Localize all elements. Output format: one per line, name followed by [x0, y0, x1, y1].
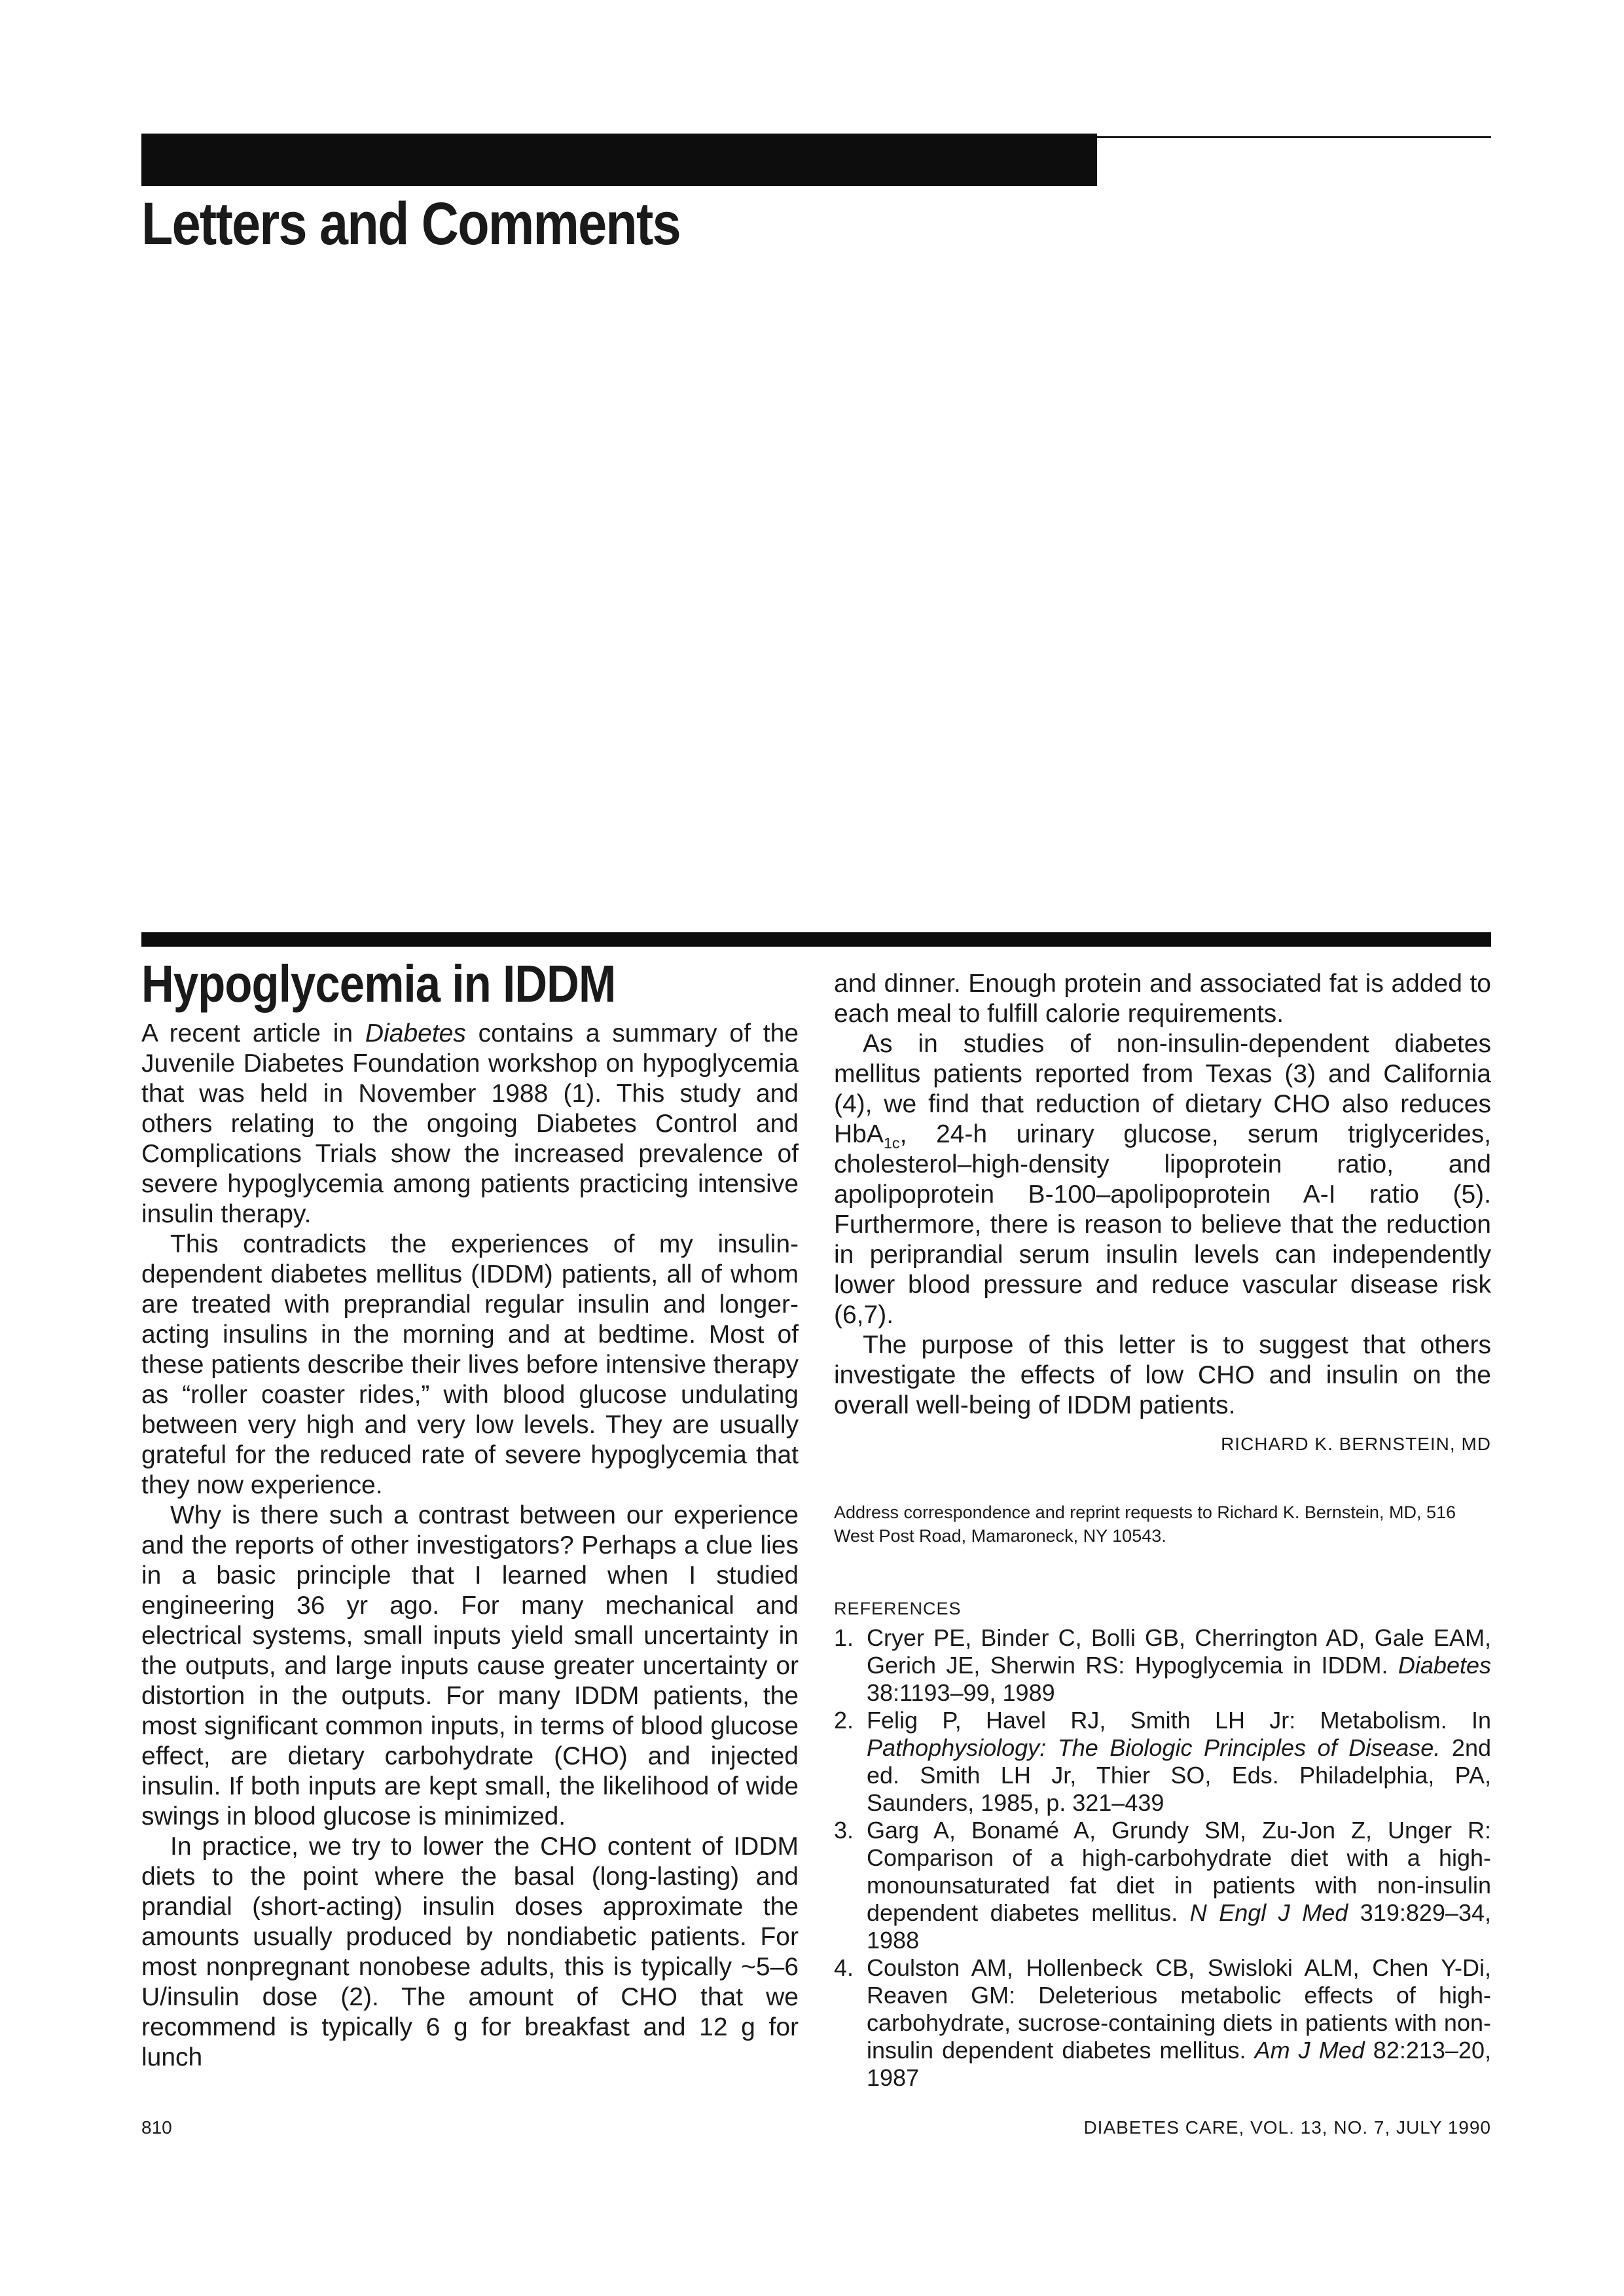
body-paragraph: This contradicts the experiences of my insulin-dependent diabetes mellitus (IDDM) patients, all of whom are treated with preprandial regular insulin and longer-acting insulins in the morning and at bedtime. Most of these patients describe their lives before intensive therapy as “roller coaster rides,” with blood glucose undulating between very high and very low levels. They are usually grateful for the reduced rate of severe hypoglycemia that they now experience.: [141, 1230, 799, 1500]
page-number: 810: [141, 2117, 172, 2138]
reference-number: 3.: [834, 1817, 854, 1844]
article-divider-bar: [141, 932, 1491, 947]
italic-text: N Engl J Med: [1189, 1899, 1348, 1926]
references-heading: REFERENCES: [834, 1599, 962, 1618]
reference-text: Garg A, Bonamé A, Grundy SM, Zu-Jon Z, Unger R: Comparison of a high-carbohydrate diet with a high-monounsaturated fat diet in patients with non-insulin dependent diabetes mellitus. N Engl J Med 319:829–34, 1988: [867, 1817, 1491, 1954]
body-paragraph: As in studies of non-insulin-dependent diabetes mellitus patients reported from Texas (3) and California (4), we find that reduction of dietary CHO also reduces HbA$_{1c}$, 24-h urinary glucose, serum triglycerides, cholesterol–high-density lipoprotein ratio, and apolipoprotein B-100–apolipoprotein A-I ratio (5). Furthermore, there is reason to believe that the reduction in periprandial serum insulin levels can independently lower blood pressure and reduce vascular disease risk (6,7).: [834, 1030, 1491, 1329]
right-column: [834, 969, 1491, 2092]
header-rule: [1097, 136, 1491, 138]
body-paragraph: A recent article in Diabetes contains a summary of the Juvenile Diabetes Foundation workshop on hypoglycemia that was held in November 1988 (1). This study and others relating to the ongoing Diabetes Control and Complications Trials show the increased prevalence of severe hypoglycemia among patients practicing intensive insulin therapy.: [141, 1019, 799, 1229]
left-body-text: [141, 1019, 799, 2073]
left-column: [141, 953, 799, 2073]
reference-item: [834, 1624, 1491, 1707]
reference-text: Cryer PE, Binder C, Bolli GB, Cherrington AD, Gale EAM, Gerich JE, Sherwin RS: Hypoglycemia in IDDM. Diabetes 38:1193–99, 1989: [867, 1624, 1491, 1706]
reference-number: 1.: [834, 1624, 854, 1651]
italic-text: Pathophysiology: The Biologic Principles of Disease.: [867, 1734, 1441, 1761]
reference-number: 2.: [834, 1707, 854, 1734]
section-title: Letters and Comments: [141, 191, 680, 257]
article-title: Hypoglycemia in IDDM: [141, 955, 616, 1013]
body-paragraph: The purpose of this letter is to suggest that others investigate the effects of low CHO and insulin on the overall well-being of IDDM patients.: [834, 1331, 1491, 1419]
body-paragraph: and dinner. Enough protein and associated fat is added to each meal to fulfill calorie requirements.: [834, 970, 1491, 1028]
reference-item: [834, 1707, 1491, 1817]
reference-item: [834, 1817, 1491, 1954]
body-paragraph: In practice, we try to lower the CHO content of IDDM diets to the point where the basal (long-lasting) and prandial (short-acting) insulin doses approximate the amounts usually produced by nondiabetic patients. For most nonpregnant nonobese adults, this is typically ~5–6 U/insulin dose (2). The amount of CHO that we recommend is typically 6 g for breakfast and 12 g for lunch: [141, 1832, 799, 2072]
reference-item: [834, 1954, 1491, 2092]
reference-number: 4.: [834, 1954, 854, 1981]
journal-footer: DIABETES CARE, VOL. 13, NO. 7, JULY 1990: [1083, 2117, 1491, 2138]
italic-text: Diabetes: [365, 1019, 466, 1048]
reference-text: Coulston AM, Hollenbeck CB, Swisloki ALM, Chen Y-Di, Reaven GM: Deleterious metabolic effects of high-carbohydrate, sucrose-containing diets in patients with non-insulin dependent diabetes mellitus. Am J Med 82:213–20, 1987: [867, 1954, 1491, 2091]
italic-text: Am J Med: [1254, 2037, 1365, 2064]
subscript-text: 1c: [883, 1134, 900, 1152]
author-signature: RICHARD K. BERNSTEIN, MD: [1221, 1434, 1491, 1454]
right-body-text: [834, 969, 1491, 1421]
italic-text: Diabetes: [1398, 1652, 1491, 1679]
correspondence-address: Address correspondence and reprint requests to Richard K. Bernstein, MD, 516 West Post Road, Mamaroneck, NY 10543.: [834, 1503, 1456, 1546]
header-bar: [141, 134, 1097, 186]
reference-list: [834, 1624, 1491, 2092]
reference-text: Felig P, Havel RJ, Smith LH Jr: Metabolism. In Pathophysiology: The Biologic Principles of Disease. 2nd ed. Smith LH Jr, Thier SO, Eds. Philadelphia, PA, Saunders, 1985, p. 321–439: [867, 1707, 1491, 1816]
body-paragraph: Why is there such a contrast between our experience and the reports of other investigators? Perhaps a clue lies in a basic principle that I learned when I studied engineering 36 yr ago. For many mechanical and electrical systems, small inputs yield small uncertainty in the outputs, and large inputs cause greater uncertainty or distortion in the outputs. For many IDDM patients, the most significant common inputs, in terms of blood glucose effect, are dietary carbohydrate (CHO) and injected insulin. If both inputs are kept small, the likelihood of wide swings in blood glucose is minimized.: [141, 1501, 799, 1831]
